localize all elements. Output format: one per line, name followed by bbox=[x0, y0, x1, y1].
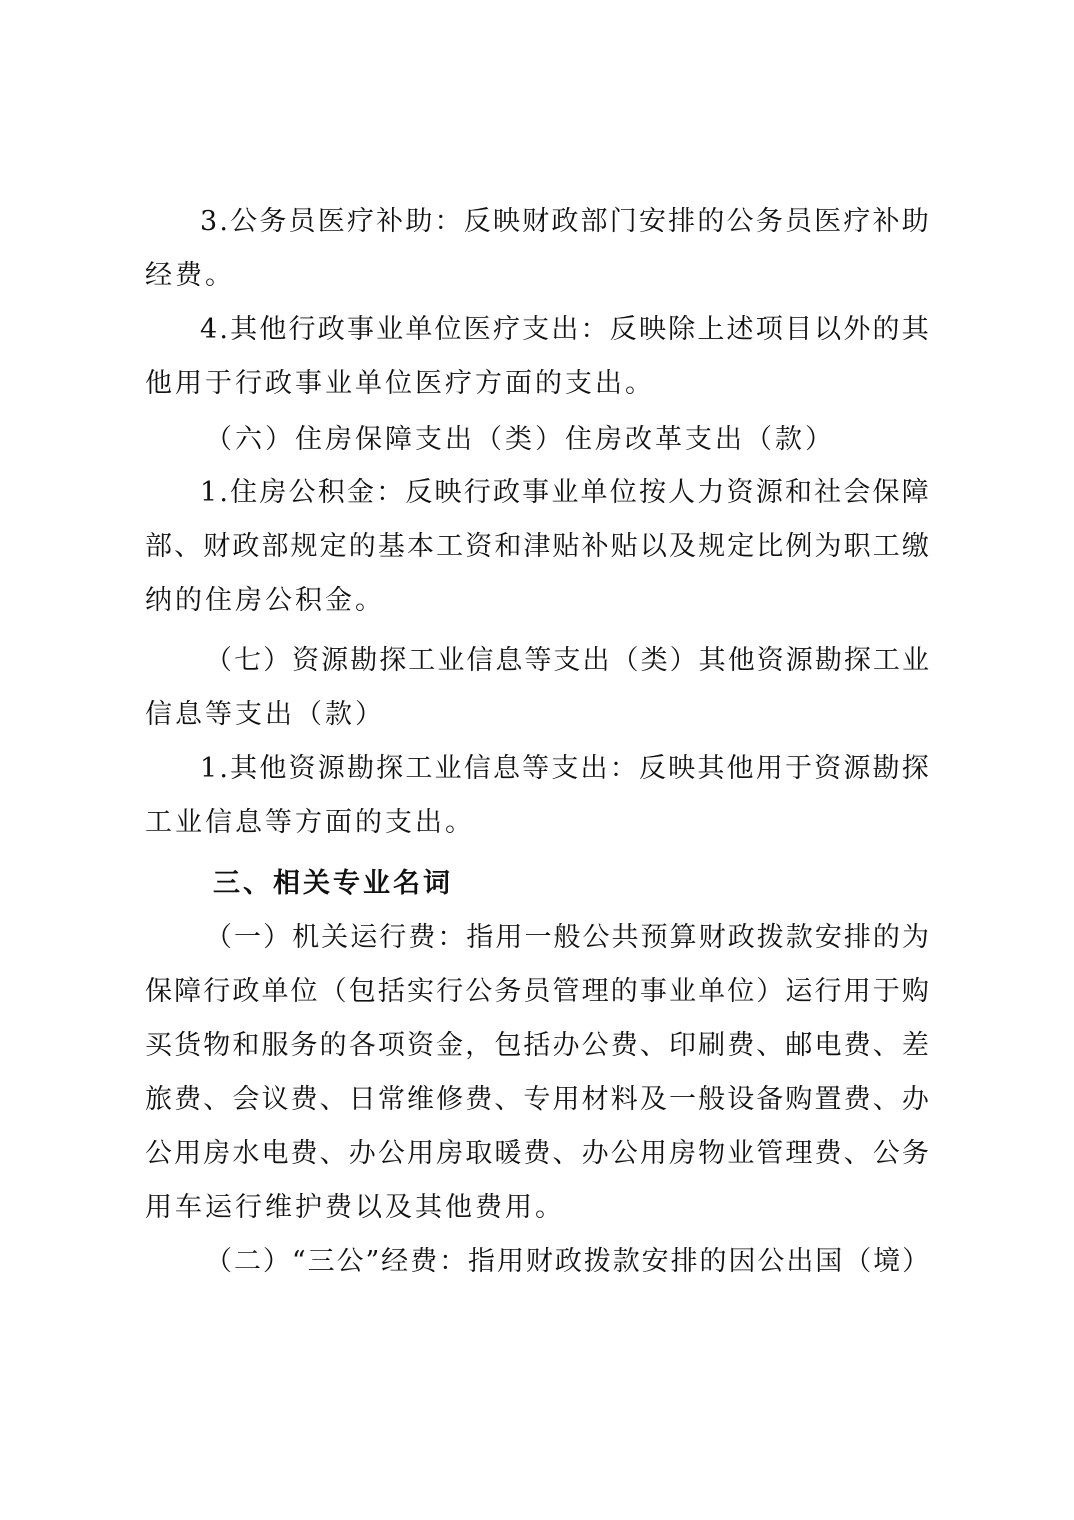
paragraph-line: 3.公务员医疗补助：反映财政部门安排的公务员医疗补助 bbox=[200, 206, 931, 237]
paragraph-line: 公用房水电费、办公用房取暖费、办公用房物业管理费、公务 bbox=[145, 1138, 931, 1169]
paragraph-line: （一）机关运行费：指用一般公共预算财政拨款安排的为 bbox=[205, 922, 931, 953]
paragraph-line: （二）“三公”经费：指用财政拨款安排的因公出国（境） bbox=[205, 1246, 932, 1277]
chapter-heading: 三、相关专业名词 bbox=[213, 868, 453, 899]
paragraph-line: 部、财政部规定的基本工资和津贴补贴以及规定比例为职工缴 bbox=[145, 531, 931, 562]
paragraph-line: 1.住房公积金：反映行政事业单位按人力资源和社会保障 bbox=[200, 477, 931, 508]
paragraph-line: 买货物和服务的各项资金，包括办公费、印刷费、邮电费、差 bbox=[145, 1030, 931, 1061]
paragraph-line: 4.其他行政事业单位医疗支出：反映除上述项目以外的其 bbox=[200, 314, 931, 345]
paragraph-line: 1.其他资源勘探工业信息等支出：反映其他用于资源勘探 bbox=[200, 753, 931, 784]
paragraph-line: 旅费、会议费、日常维修费、专用材料及一般设备购置费、办 bbox=[145, 1084, 931, 1115]
paragraph-line: 经费。 bbox=[145, 260, 235, 291]
paragraph-line: 纳的住房公积金。 bbox=[145, 585, 385, 616]
section-heading: 信息等支出（款） bbox=[145, 699, 385, 730]
paragraph-line: 工业信息等方面的支出。 bbox=[145, 807, 475, 838]
section-heading: （六）住房保障支出（类）住房改革支出（款） bbox=[205, 424, 835, 455]
section-heading: （七）资源勘探工业信息等支出（类）其他资源勘探工业 bbox=[205, 645, 931, 676]
paragraph-line: 保障行政单位（包括实行公务员管理的事业单位）运行用于购 bbox=[145, 976, 931, 1007]
paragraph-line: 他用于行政事业单位医疗方面的支出。 bbox=[145, 368, 655, 399]
paragraph-line: 用车运行维护费以及其他费用。 bbox=[145, 1192, 565, 1223]
